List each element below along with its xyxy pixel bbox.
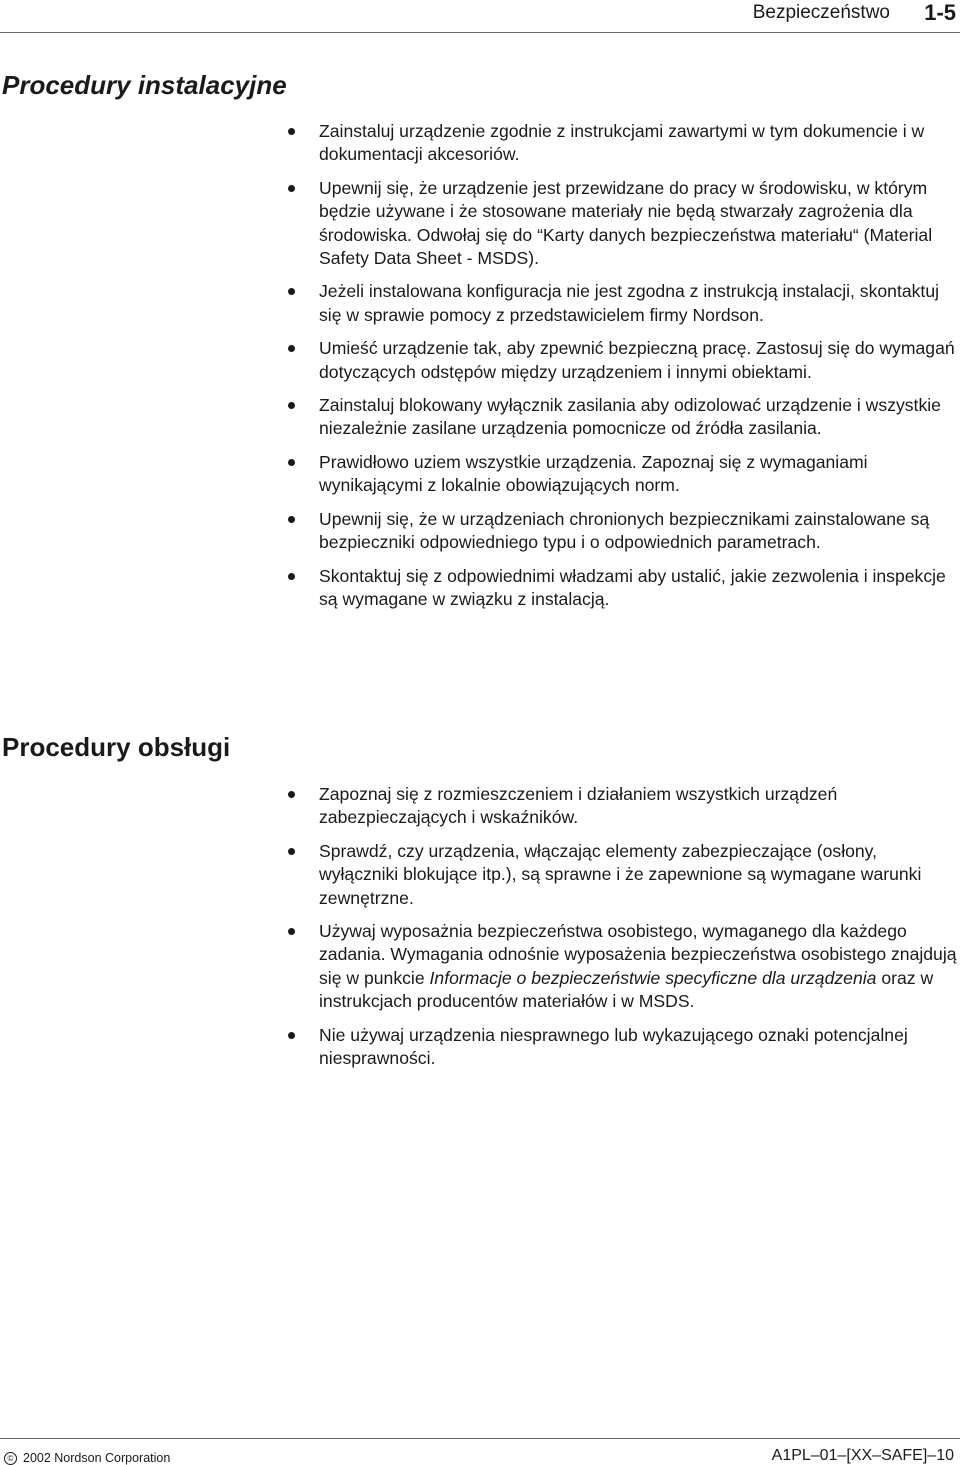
list-item-text: Prawidłowo uziem wszystkie urządzenia. Zapoznaj się z wymaganiami wynikającymi z lokalnie obowiązujących norm.: [319, 451, 868, 496]
copyright-text: 2002 Nordson Corporation: [23, 1451, 171, 1465]
bullet-icon: [288, 791, 295, 798]
list-item-text-after: oraz w instrukcjach producentów materiałów i w MSDS.: [319, 967, 934, 1012]
list-item-text: Upewnij się, że w urządzeniach chronionych bezpiecznikami zainstalowane są bezpieczniki odpowiedniego typu i o odpowiednich parametrach.: [319, 508, 930, 553]
list-item-text: Zapoznaj się z rozmieszczeniem i działaniem wszystkich urządzeń zabezpieczających i wskaźników.: [319, 784, 838, 828]
list-item: [319, 840, 959, 910]
bullet-icon: [288, 928, 295, 935]
installation-list: [319, 120, 959, 611]
copyright-notice: [4, 1451, 170, 1465]
bullet-icon: [288, 848, 295, 855]
list-item-text: Zainstaluj blokowany wyłącznik zasilania aby odizolować urządzenie i wszystkie niezależnie zasilane urządzenia pomocnicze od źródła zasilania.: [319, 395, 941, 439]
bullet-icon: [288, 288, 295, 295]
bullet-icon: [288, 128, 295, 135]
bullet-icon: [288, 1032, 295, 1039]
section-title-operation: Procedury obsługi: [2, 732, 231, 762]
bullet-icon: [288, 573, 295, 580]
list-item: [319, 920, 959, 1014]
bullet-icon: [288, 516, 295, 523]
list-item: [319, 177, 959, 271]
list-item: [319, 337, 959, 384]
bullet-icon: [288, 185, 295, 192]
bullet-icon: [288, 345, 295, 352]
operation-list: [319, 783, 959, 1070]
list-item: [319, 508, 959, 555]
section-reference: Informacje o bezpieczeństwie specyficzne dla urządzenia: [429, 967, 877, 988]
section-title-installation: Procedury instalacyjne: [2, 70, 287, 100]
header-title: Bezpieczeństwo: [752, 2, 890, 23]
page-number: 1-5: [924, 0, 956, 25]
list-item: [319, 1024, 959, 1071]
page-header: [0, 0, 960, 36]
list-item: [319, 394, 959, 441]
list-item: [319, 565, 959, 612]
list-item: [319, 783, 959, 830]
header-divider: [0, 32, 960, 33]
list-item-text: Umieść urządzenie tak, aby zpewnić bezpieczną pracę. Zastosuj się do wymagań dotyczących odstępów między urządzeniem i innymi obiektami.: [319, 338, 955, 382]
copyright-icon: ©: [4, 1452, 17, 1465]
list-item: [319, 280, 959, 327]
page-footer: [0, 1438, 960, 1465]
footer-divider: [0, 1438, 960, 1439]
list-item-text: Nie używaj urządzenia niesprawnego lub wykazującego oznaki potencjalnej niesprawności.: [319, 1024, 908, 1069]
list-item-text: Upewnij się, że urządzenie jest przewidzane do pracy w środowisku, w którym będzie używane i że stosowane materiały nie będą stwarzały zagrożenia dla środowiska. Odwołaj się do “Karty danych bezpieczeństwa materiału“ (Material Safety Data Sheet - MSDS).: [319, 177, 933, 269]
list-item-text-before: Używaj wyposażnia bezpieczeństwa osobistego, wymaganego dla każdego zadania. Wymagania odnośnie wyposażenia bezpieczeństwa osobistego znajdują się w punkcie: [319, 921, 957, 988]
bullet-icon: [288, 459, 295, 466]
list-item-text: Jeżeli instalowana konfiguracja nie jest zgodna z instrukcją instalacji, skontaktuj się w sprawie pomocy z przedstawicielem firmy Nordson.: [319, 281, 940, 325]
document-code: A1PL–01–[XX–SAFE]–10: [771, 1447, 954, 1464]
list-item: [319, 451, 959, 498]
bullet-icon: [288, 402, 295, 409]
list-item: [319, 120, 959, 167]
list-item-text: Zainstaluj urządzenie zgodnie z instrukcjami zawartymi w tym dokumencie i w dokumentacji akcesoriów.: [319, 121, 925, 165]
list-item-text: Sprawdź, czy urządzenia, włączając elementy zabezpieczające (osłony, wyłączniki blokujące itp.), są sprawne i że zapewnione są wymagane warunki zewnętrzne.: [319, 840, 922, 908]
list-item-text: Skontaktuj się z odpowiednimi władzami aby ustalić, jakie zezwolenia i inspekcje są wymagane w związku z instalacją.: [319, 565, 946, 609]
